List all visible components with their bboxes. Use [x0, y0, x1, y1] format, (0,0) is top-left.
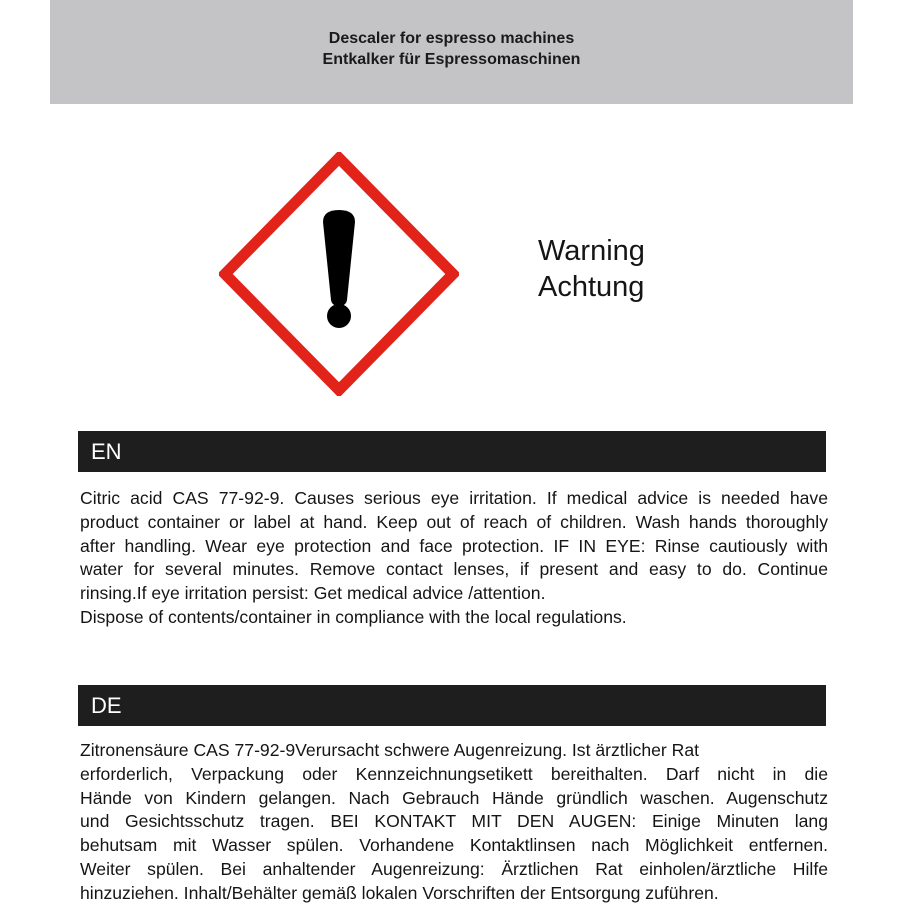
product-title-de: Entkalker für Espressomaschinen [322, 51, 581, 68]
text-line: hinzuziehen. Inhalt/Behälter gemäß lokalen Vorschriften der Entsorgung zuführen. [80, 882, 719, 903]
text-line: Hände von Kindern gelangen. Nach Gebrauch Hände gründlich waschen. Augenschutz [80, 787, 828, 808]
text-line: behutsam mit Wasser spülen. Vorhandene Kontaktlinsen nach Möglichkeit entfernen. [80, 835, 828, 856]
section-label-en: EN [91, 439, 122, 464]
signal-word-en: Warning [538, 235, 645, 267]
section-header-en [78, 431, 826, 472]
section-header-de [78, 685, 826, 726]
text-line: erforderlich, Verpackung oder Kennzeichnungsetikett bereithalten. Darf nicht in die [80, 763, 828, 784]
product-title-en: Descaler for espresso machines [328, 30, 575, 47]
exclamation-mark-hazard-icon [219, 152, 459, 396]
text-line: Zitronensäure CAS 77-92-9Verursacht schwere Augenreizung. Ist ärztlicher Rat [80, 740, 700, 760]
text-line: rinsing.If eye irritation persist: Get medical advice /attention. [80, 583, 546, 604]
hazard-text-en [80, 487, 828, 630]
text-line: Dispose of contents/container in compliance with the local regulations. [80, 606, 627, 627]
label-header [50, 0, 853, 104]
text-line: Weiter spülen. Bei anhaltender Augenreizung: Ärztlichen Rat einholen/ärztliche Hilfe [80, 858, 828, 879]
signal-word-de: Achtung [538, 271, 645, 303]
section-label-de: DE [91, 693, 122, 718]
text-line: after handling. Wear eye protection and face protection. IF IN EYE: Rinse cautiously with [80, 535, 828, 556]
signal-words [538, 233, 645, 305]
hazard-text-de [80, 739, 828, 906]
text-line: und Gesichtsschutz tragen. BEI KONTAKT MIT DEN AUGEN: Einige Minuten lang [80, 811, 828, 832]
exclamation-dot [327, 304, 351, 328]
text-line: water for several minutes. Remove contact lenses, if present and easy to do. Continue [80, 559, 828, 580]
text-line: Citric acid CAS 77-92-9. Causes serious eye irritation. If medical advice is needed have [80, 488, 828, 508]
text-line: product container or label at hand. Keep out of reach of children. Wash hands thoroughly [80, 511, 828, 532]
